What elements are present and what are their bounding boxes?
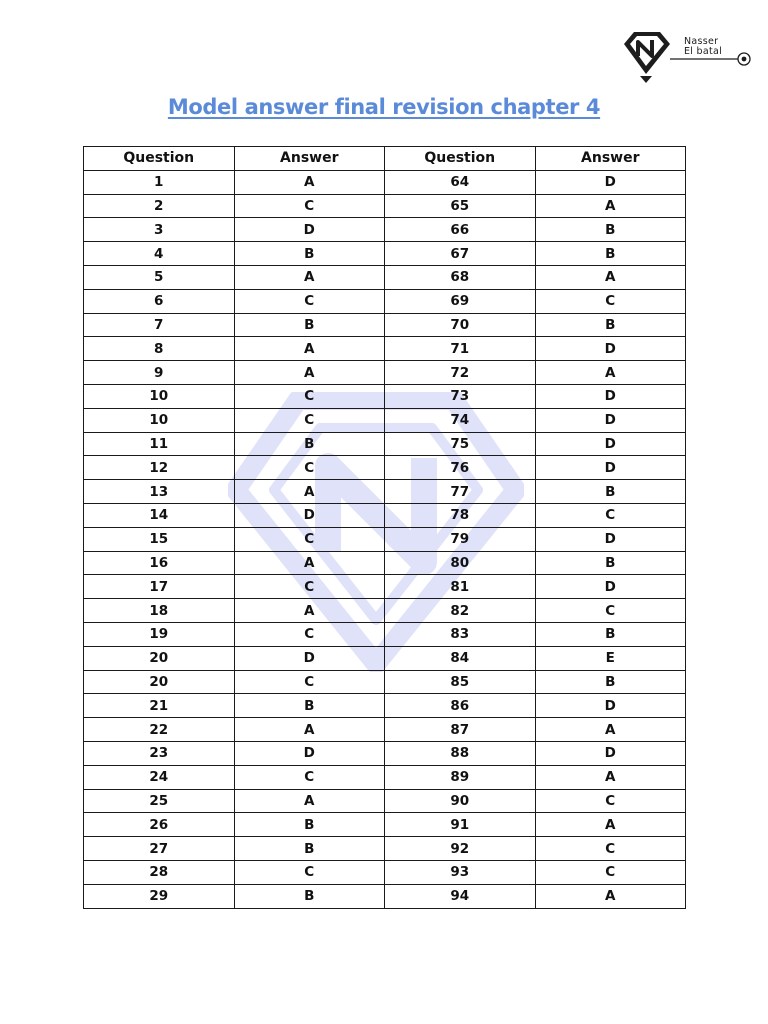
answer-cell: C — [535, 860, 686, 884]
answer-cell: B — [234, 313, 385, 337]
answer-cell: D — [535, 384, 686, 408]
answer-cell: A — [535, 361, 686, 385]
answer-cell: A — [535, 813, 686, 837]
table-row — [84, 337, 686, 361]
answer-cell: B — [535, 242, 686, 266]
table-row — [84, 718, 686, 742]
answer-cell: B — [535, 551, 686, 575]
answer-cell: A — [234, 361, 385, 385]
question-cell: 79 — [385, 527, 536, 551]
table-row — [84, 456, 686, 480]
question-cell: 14 — [84, 503, 235, 527]
table-row — [84, 242, 686, 266]
question-cell: 11 — [84, 432, 235, 456]
question-cell: 66 — [385, 218, 536, 242]
table-row — [84, 527, 686, 551]
question-cell: 78 — [385, 503, 536, 527]
table-row — [84, 575, 686, 599]
answer-cell: B — [535, 218, 686, 242]
answer-cell: B — [234, 884, 385, 908]
question-cell: 22 — [84, 718, 235, 742]
question-cell: 25 — [84, 789, 235, 813]
table-row — [84, 194, 686, 218]
question-cell: 20 — [84, 670, 235, 694]
answer-cell: D — [535, 170, 686, 194]
question-cell: 65 — [385, 194, 536, 218]
question-cell: 72 — [385, 361, 536, 385]
answer-cell: A — [234, 599, 385, 623]
table-row — [84, 741, 686, 765]
answer-cell: A — [234, 170, 385, 194]
answer-cell: D — [234, 503, 385, 527]
question-cell: 71 — [385, 337, 536, 361]
question-cell: 28 — [84, 860, 235, 884]
answer-cell: C — [535, 837, 686, 861]
answer-cell: D — [535, 527, 686, 551]
question-cell: 94 — [385, 884, 536, 908]
answer-cell: D — [535, 575, 686, 599]
answer-cell: D — [535, 408, 686, 432]
answer-cell: B — [234, 813, 385, 837]
question-cell: 9 — [84, 361, 235, 385]
table-row — [84, 361, 686, 385]
table-row — [84, 860, 686, 884]
table-row — [84, 813, 686, 837]
table-row — [84, 384, 686, 408]
question-cell: 85 — [385, 670, 536, 694]
answer-cell: A — [535, 718, 686, 742]
header-question-1: Question — [84, 147, 235, 171]
brand-name-line2: El batal — [684, 46, 723, 57]
answer-cell: C — [535, 599, 686, 623]
question-cell: 3 — [84, 218, 235, 242]
table-row — [84, 551, 686, 575]
answer-cell: A — [234, 265, 385, 289]
question-cell: 93 — [385, 860, 536, 884]
answer-cell: C — [234, 622, 385, 646]
page-title — [0, 95, 768, 119]
header-answer-2: Answer — [535, 147, 686, 171]
answer-cell: D — [234, 218, 385, 242]
question-cell: 83 — [385, 622, 536, 646]
question-cell: 24 — [84, 765, 235, 789]
question-cell: 19 — [84, 622, 235, 646]
answer-cell: C — [234, 408, 385, 432]
answer-cell: C — [535, 789, 686, 813]
answer-cell: D — [535, 741, 686, 765]
answer-cell: B — [535, 670, 686, 694]
table-row — [84, 218, 686, 242]
table-row — [84, 884, 686, 908]
answer-cell: C — [234, 860, 385, 884]
table-row — [84, 432, 686, 456]
table-row — [84, 408, 686, 432]
answer-cell: A — [234, 551, 385, 575]
question-cell: 67 — [385, 242, 536, 266]
question-cell: 74 — [385, 408, 536, 432]
answer-cell: B — [535, 480, 686, 504]
answer-cell: B — [535, 313, 686, 337]
question-cell: 77 — [385, 480, 536, 504]
question-cell: 15 — [84, 527, 235, 551]
question-cell: 90 — [385, 789, 536, 813]
table-row — [84, 670, 686, 694]
answer-cell: B — [234, 694, 385, 718]
table-header-row — [84, 147, 686, 171]
question-cell: 10 — [84, 408, 235, 432]
answer-cell: C — [234, 194, 385, 218]
question-cell: 76 — [385, 456, 536, 480]
answer-cell: B — [234, 432, 385, 456]
question-cell: 17 — [84, 575, 235, 599]
answer-cell: C — [234, 670, 385, 694]
question-cell: 16 — [84, 551, 235, 575]
brand-name-line1: Nasser — [684, 36, 719, 47]
answer-cell: E — [535, 646, 686, 670]
table-row — [84, 265, 686, 289]
table-row — [84, 480, 686, 504]
table-row — [84, 503, 686, 527]
question-cell: 6 — [84, 289, 235, 313]
question-cell: 91 — [385, 813, 536, 837]
table-row — [84, 170, 686, 194]
answer-cell: D — [234, 741, 385, 765]
page-title-text: Model answer final revision chapter 4 — [167, 95, 601, 119]
table-row — [84, 646, 686, 670]
table-row — [84, 694, 686, 718]
answer-cell: A — [535, 194, 686, 218]
question-cell: 18 — [84, 599, 235, 623]
question-cell: 73 — [385, 384, 536, 408]
header-question-2: Question — [385, 147, 536, 171]
answer-cell: D — [535, 456, 686, 480]
answer-cell: C — [234, 527, 385, 551]
question-cell: 29 — [84, 884, 235, 908]
answer-cell: A — [535, 265, 686, 289]
question-cell: 13 — [84, 480, 235, 504]
table-row — [84, 622, 686, 646]
answer-cell: A — [234, 337, 385, 361]
table-row — [84, 313, 686, 337]
answer-cell: B — [535, 622, 686, 646]
answer-cell: D — [535, 432, 686, 456]
question-cell: 26 — [84, 813, 235, 837]
question-cell: 2 — [84, 194, 235, 218]
question-cell: 1 — [84, 170, 235, 194]
table-row — [84, 289, 686, 313]
answer-cell: D — [535, 337, 686, 361]
question-cell: 12 — [84, 456, 235, 480]
question-cell: 81 — [385, 575, 536, 599]
question-cell: 92 — [385, 837, 536, 861]
table-row — [84, 599, 686, 623]
table-row — [84, 837, 686, 861]
question-cell: 84 — [385, 646, 536, 670]
answer-cell: C — [234, 384, 385, 408]
answer-cell: A — [234, 718, 385, 742]
question-cell: 23 — [84, 741, 235, 765]
question-cell: 64 — [385, 170, 536, 194]
answer-cell: C — [234, 289, 385, 313]
answer-table — [83, 146, 686, 909]
question-cell: 7 — [84, 313, 235, 337]
answer-cell: B — [234, 837, 385, 861]
answer-cell: C — [234, 456, 385, 480]
answer-cell: C — [234, 765, 385, 789]
question-cell: 89 — [385, 765, 536, 789]
question-cell: 69 — [385, 289, 536, 313]
answer-cell: A — [535, 765, 686, 789]
table-row — [84, 789, 686, 813]
question-cell: 87 — [385, 718, 536, 742]
question-cell: 80 — [385, 551, 536, 575]
answer-cell: A — [234, 789, 385, 813]
brand-name — [684, 37, 722, 57]
question-cell: 88 — [385, 741, 536, 765]
question-cell: 20 — [84, 646, 235, 670]
question-cell: 27 — [84, 837, 235, 861]
question-cell: 86 — [385, 694, 536, 718]
question-cell: 70 — [385, 313, 536, 337]
answer-cell: B — [234, 242, 385, 266]
answer-cell: A — [234, 480, 385, 504]
answer-cell: D — [234, 646, 385, 670]
question-cell: 5 — [84, 265, 235, 289]
answer-cell: C — [535, 503, 686, 527]
question-cell: 4 — [84, 242, 235, 266]
question-cell: 82 — [385, 599, 536, 623]
question-cell: 10 — [84, 384, 235, 408]
question-cell: 68 — [385, 265, 536, 289]
header-answer-1: Answer — [234, 147, 385, 171]
answer-cell: D — [535, 694, 686, 718]
question-cell: 8 — [84, 337, 235, 361]
question-cell: 75 — [385, 432, 536, 456]
answer-cell: C — [234, 575, 385, 599]
table-row — [84, 765, 686, 789]
answer-cell: A — [535, 884, 686, 908]
question-cell: 21 — [84, 694, 235, 718]
answer-cell: C — [535, 289, 686, 313]
